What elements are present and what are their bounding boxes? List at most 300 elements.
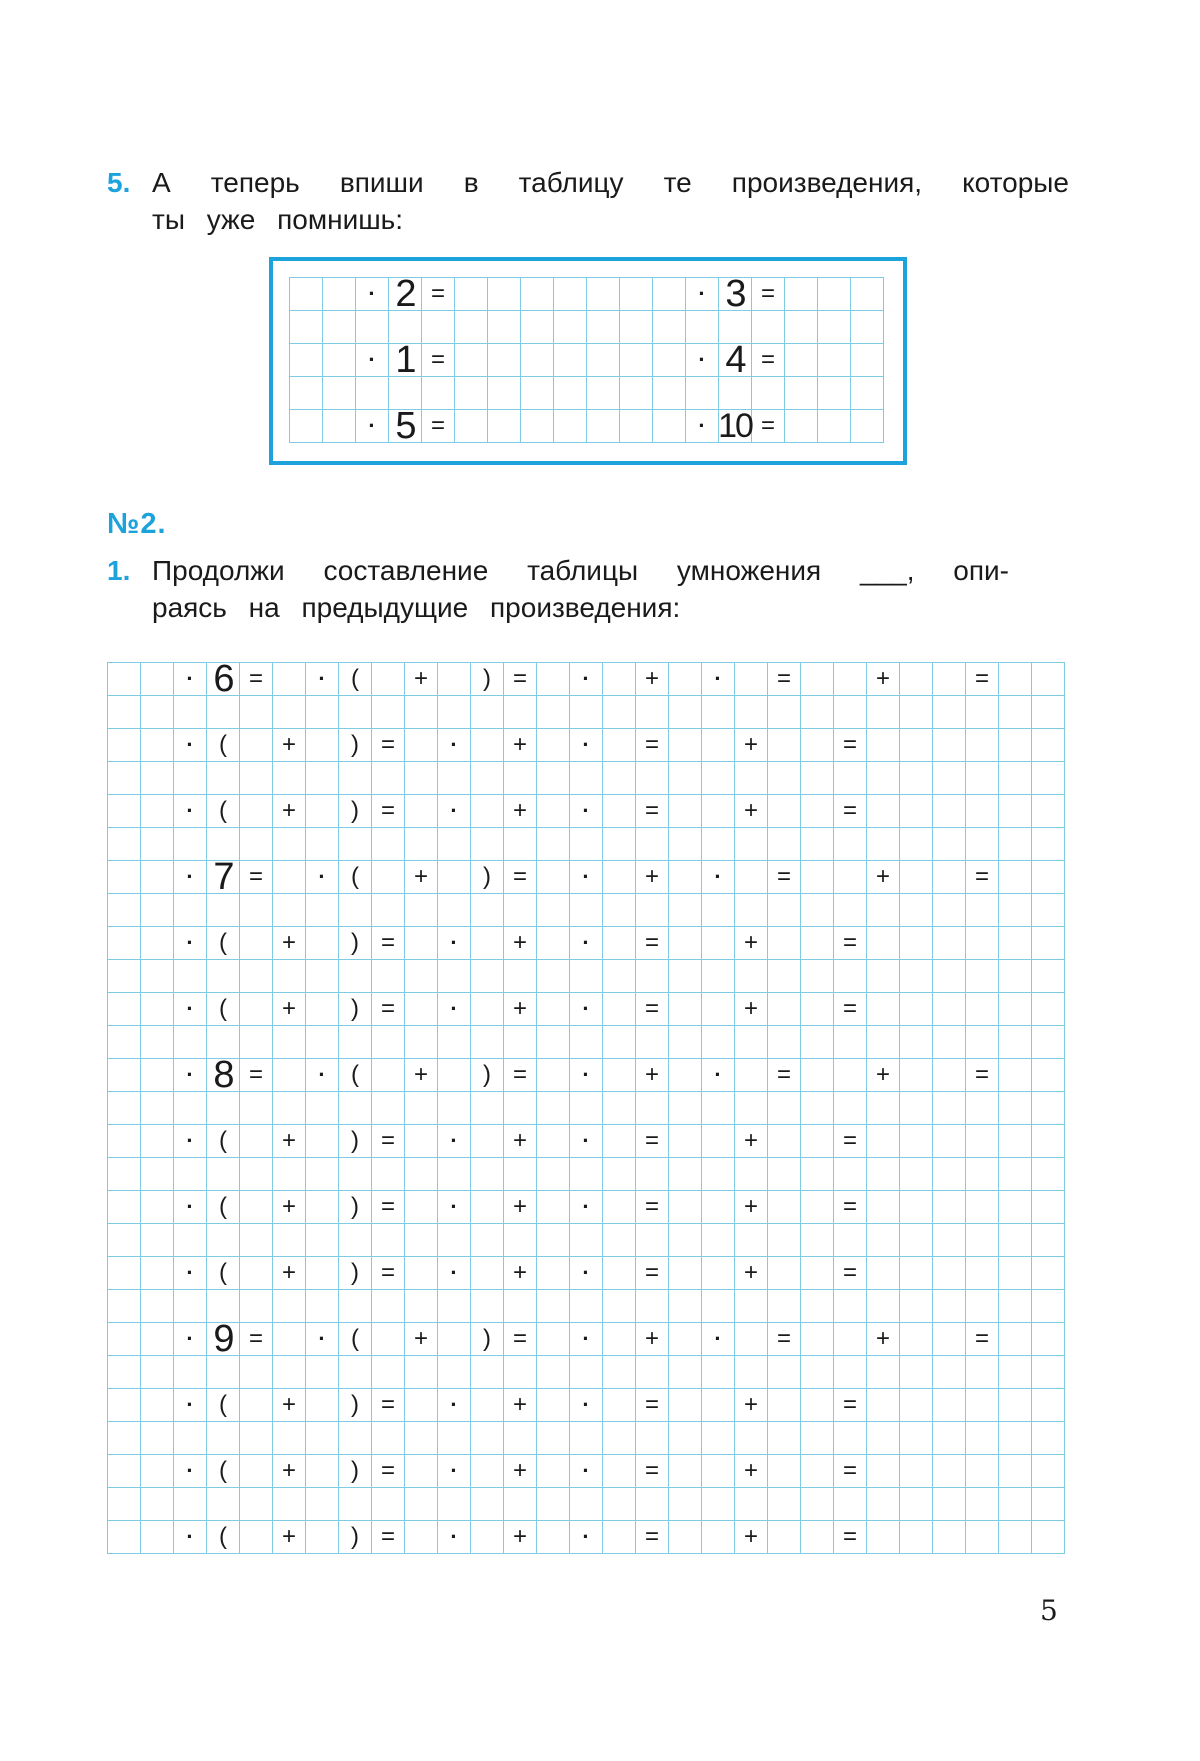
grid-cell[interactable] — [702, 993, 735, 1026]
grid-cell[interactable] — [273, 1059, 306, 1092]
grid-cell[interactable] — [372, 960, 405, 993]
grid-cell[interactable] — [537, 762, 570, 795]
grid-cell[interactable] — [867, 696, 900, 729]
grid-cell[interactable] — [240, 1092, 273, 1125]
grid-cell[interactable] — [702, 1488, 735, 1521]
grid-cell[interactable] — [108, 1026, 141, 1059]
grid-cell[interactable] — [521, 311, 554, 344]
grid-cell[interactable] — [240, 696, 273, 729]
grid-cell[interactable] — [141, 1389, 174, 1422]
grid-cell[interactable] — [900, 993, 933, 1026]
grid-cell[interactable] — [768, 1356, 801, 1389]
grid-cell[interactable] — [735, 1323, 768, 1356]
grid-cell[interactable] — [801, 861, 834, 894]
grid-cell[interactable] — [306, 960, 339, 993]
grid-cell[interactable] — [636, 1488, 669, 1521]
grid-cell[interactable] — [603, 1488, 636, 1521]
grid-cell[interactable] — [108, 1224, 141, 1257]
grid-cell[interactable] — [141, 927, 174, 960]
grid-cell[interactable] — [669, 927, 702, 960]
grid-cell[interactable] — [108, 1422, 141, 1455]
grid-cell[interactable] — [108, 696, 141, 729]
grid-cell[interactable] — [735, 1158, 768, 1191]
grid-cell[interactable] — [785, 311, 818, 344]
grid-cell[interactable] — [438, 960, 471, 993]
grid-cell[interactable] — [587, 311, 620, 344]
grid-cell[interactable] — [768, 795, 801, 828]
grid-cell[interactable] — [768, 729, 801, 762]
grid-cell[interactable] — [405, 762, 438, 795]
grid-cell[interactable] — [999, 1290, 1032, 1323]
grid-cell[interactable] — [900, 1191, 933, 1224]
grid-cell[interactable] — [768, 1455, 801, 1488]
grid-cell[interactable] — [867, 828, 900, 861]
grid-cell[interactable] — [735, 861, 768, 894]
grid-cell[interactable] — [801, 927, 834, 960]
grid-cell[interactable] — [603, 1059, 636, 1092]
grid-cell[interactable] — [999, 1224, 1032, 1257]
grid-cell[interactable] — [372, 1422, 405, 1455]
grid-cell[interactable] — [768, 828, 801, 861]
grid-cell[interactable] — [587, 377, 620, 410]
grid-cell[interactable] — [240, 1257, 273, 1290]
grid-cell[interactable] — [603, 1389, 636, 1422]
grid-cell[interactable] — [290, 410, 323, 443]
grid-cell[interactable] — [537, 729, 570, 762]
grid-cell[interactable] — [636, 1158, 669, 1191]
grid-cell[interactable] — [273, 1422, 306, 1455]
grid-cell[interactable] — [537, 1455, 570, 1488]
grid-cell[interactable] — [999, 1323, 1032, 1356]
grid-cell[interactable] — [999, 1521, 1032, 1554]
grid-cell[interactable] — [537, 993, 570, 1026]
grid-cell[interactable] — [290, 344, 323, 377]
grid-cell[interactable] — [999, 1422, 1032, 1455]
grid-cell[interactable] — [702, 1257, 735, 1290]
grid-cell[interactable] — [702, 1026, 735, 1059]
grid-cell[interactable] — [669, 696, 702, 729]
grid-cell[interactable] — [372, 1059, 405, 1092]
grid-cell[interactable] — [999, 927, 1032, 960]
grid-cell[interactable] — [306, 1455, 339, 1488]
grid-cell[interactable] — [455, 410, 488, 443]
grid-cell[interactable] — [372, 1158, 405, 1191]
grid-cell[interactable] — [455, 344, 488, 377]
grid-cell[interactable] — [818, 410, 851, 443]
grid-cell[interactable] — [471, 927, 504, 960]
grid-cell[interactable] — [372, 663, 405, 696]
grid-cell[interactable] — [372, 1356, 405, 1389]
grid-cell[interactable] — [669, 795, 702, 828]
grid-cell[interactable] — [570, 828, 603, 861]
grid-cell[interactable] — [570, 1026, 603, 1059]
grid-cell[interactable] — [966, 696, 999, 729]
grid-cell[interactable] — [521, 278, 554, 311]
grid-cell[interactable] — [1032, 1224, 1065, 1257]
grid-cell[interactable] — [768, 1422, 801, 1455]
grid-cell[interactable] — [669, 729, 702, 762]
grid-cell[interactable] — [438, 1356, 471, 1389]
grid-cell[interactable] — [174, 1422, 207, 1455]
grid-cell[interactable] — [521, 377, 554, 410]
grid-cell[interactable] — [141, 1323, 174, 1356]
grid-cell[interactable] — [108, 1356, 141, 1389]
grid-cell[interactable] — [240, 1356, 273, 1389]
grid-cell[interactable] — [141, 993, 174, 1026]
grid-cell[interactable] — [933, 1323, 966, 1356]
grid-cell[interactable] — [867, 1224, 900, 1257]
grid-cell[interactable] — [867, 927, 900, 960]
grid-cell[interactable] — [933, 828, 966, 861]
grid-cell[interactable] — [372, 1323, 405, 1356]
grid-cell[interactable] — [372, 894, 405, 927]
grid-cell[interactable] — [834, 1026, 867, 1059]
grid-cell[interactable] — [240, 1290, 273, 1323]
grid-cell[interactable] — [240, 1224, 273, 1257]
grid-cell[interactable] — [372, 1224, 405, 1257]
grid-cell[interactable] — [438, 1488, 471, 1521]
grid-cell[interactable] — [471, 1092, 504, 1125]
grid-cell[interactable] — [323, 278, 356, 311]
grid-cell[interactable] — [405, 1356, 438, 1389]
grid-cell[interactable] — [108, 1455, 141, 1488]
grid-cell[interactable] — [306, 1488, 339, 1521]
grid-cell[interactable] — [240, 795, 273, 828]
grid-cell[interactable] — [900, 1257, 933, 1290]
grid-cell[interactable] — [1032, 729, 1065, 762]
grid-cell[interactable] — [405, 1422, 438, 1455]
grid-cell[interactable] — [471, 1224, 504, 1257]
grid-cell[interactable] — [603, 1323, 636, 1356]
grid-cell[interactable] — [801, 1488, 834, 1521]
grid-cell[interactable] — [653, 344, 686, 377]
grid-cell[interactable] — [1032, 861, 1065, 894]
grid-cell[interactable] — [801, 1290, 834, 1323]
grid-cell[interactable] — [999, 894, 1032, 927]
grid-cell[interactable] — [273, 1158, 306, 1191]
grid-cell[interactable] — [488, 278, 521, 311]
grid-cell[interactable] — [669, 1323, 702, 1356]
grid-cell[interactable] — [504, 1026, 537, 1059]
grid-cell[interactable] — [471, 1455, 504, 1488]
grid-cell[interactable] — [966, 993, 999, 1026]
grid-cell[interactable] — [768, 1521, 801, 1554]
grid-cell[interactable] — [801, 1092, 834, 1125]
grid-cell[interactable] — [273, 1488, 306, 1521]
grid-cell[interactable] — [290, 377, 323, 410]
grid-cell[interactable] — [306, 1092, 339, 1125]
grid-cell[interactable] — [504, 1488, 537, 1521]
grid-cell[interactable] — [801, 1356, 834, 1389]
grid-cell[interactable] — [768, 1389, 801, 1422]
grid-cell[interactable] — [306, 993, 339, 1026]
grid-cell[interactable] — [636, 1422, 669, 1455]
grid-cell[interactable] — [785, 344, 818, 377]
grid-cell[interactable] — [702, 1092, 735, 1125]
grid-cell[interactable] — [405, 1455, 438, 1488]
grid-cell[interactable] — [702, 1125, 735, 1158]
grid-cell[interactable] — [537, 1191, 570, 1224]
grid-cell[interactable] — [537, 1158, 570, 1191]
grid-cell[interactable] — [1032, 1356, 1065, 1389]
grid-cell[interactable] — [768, 1026, 801, 1059]
grid-cell[interactable] — [174, 828, 207, 861]
grid-cell[interactable] — [768, 1290, 801, 1323]
grid-cell[interactable] — [768, 1191, 801, 1224]
grid-cell[interactable] — [471, 1389, 504, 1422]
grid-cell[interactable] — [537, 960, 570, 993]
grid-cell[interactable] — [785, 410, 818, 443]
grid-cell[interactable] — [966, 828, 999, 861]
grid-cell[interactable] — [834, 663, 867, 696]
grid-cell[interactable] — [273, 762, 306, 795]
grid-cell[interactable] — [306, 1422, 339, 1455]
grid-cell[interactable] — [801, 1125, 834, 1158]
grid-cell[interactable] — [306, 762, 339, 795]
grid-cell[interactable] — [933, 861, 966, 894]
grid-cell[interactable] — [1032, 1158, 1065, 1191]
grid-cell[interactable] — [834, 960, 867, 993]
grid-cell[interactable] — [108, 729, 141, 762]
grid-cell[interactable] — [603, 993, 636, 1026]
grid-cell[interactable] — [900, 861, 933, 894]
grid-cell[interactable] — [801, 1422, 834, 1455]
grid-cell[interactable] — [405, 960, 438, 993]
grid-cell[interactable] — [570, 696, 603, 729]
grid-cell[interactable] — [1032, 1059, 1065, 1092]
grid-cell[interactable] — [900, 1323, 933, 1356]
grid-cell[interactable] — [768, 993, 801, 1026]
grid-cell[interactable] — [966, 1092, 999, 1125]
grid-cell[interactable] — [966, 1389, 999, 1422]
grid-cell[interactable] — [933, 1224, 966, 1257]
grid-cell[interactable] — [603, 927, 636, 960]
grid-cell[interactable] — [669, 1059, 702, 1092]
grid-cell[interactable] — [966, 1488, 999, 1521]
grid-cell[interactable] — [207, 1488, 240, 1521]
grid-cell[interactable] — [636, 696, 669, 729]
grid-cell[interactable] — [1032, 1455, 1065, 1488]
grid-cell[interactable] — [141, 1158, 174, 1191]
grid-cell[interactable] — [108, 1125, 141, 1158]
grid-cell[interactable] — [290, 311, 323, 344]
grid-cell[interactable] — [438, 1026, 471, 1059]
grid-cell[interactable] — [669, 960, 702, 993]
grid-cell[interactable] — [834, 1356, 867, 1389]
grid-cell[interactable] — [240, 762, 273, 795]
grid-cell[interactable] — [174, 1488, 207, 1521]
grid-cell[interactable] — [867, 1290, 900, 1323]
grid-cell[interactable] — [422, 377, 455, 410]
grid-cell[interactable] — [603, 960, 636, 993]
grid-cell[interactable] — [702, 729, 735, 762]
grid-cell[interactable] — [603, 861, 636, 894]
grid-cell[interactable] — [471, 762, 504, 795]
grid-cell[interactable] — [108, 1521, 141, 1554]
grid-cell[interactable] — [405, 1026, 438, 1059]
grid-cell[interactable] — [438, 828, 471, 861]
grid-cell[interactable] — [801, 795, 834, 828]
grid-cell[interactable] — [834, 1290, 867, 1323]
grid-cell[interactable] — [405, 927, 438, 960]
grid-cell[interactable] — [471, 1125, 504, 1158]
grid-cell[interactable] — [603, 1422, 636, 1455]
grid-cell[interactable] — [141, 762, 174, 795]
grid-cell[interactable] — [818, 377, 851, 410]
grid-cell[interactable] — [966, 1125, 999, 1158]
grid-cell[interactable] — [933, 729, 966, 762]
grid-cell[interactable] — [207, 1158, 240, 1191]
grid-cell[interactable] — [851, 311, 884, 344]
grid-cell[interactable] — [141, 1356, 174, 1389]
grid-cell[interactable] — [999, 828, 1032, 861]
grid-cell[interactable] — [240, 1125, 273, 1158]
grid-cell[interactable] — [966, 1026, 999, 1059]
grid-cell[interactable] — [108, 1158, 141, 1191]
grid-cell[interactable] — [669, 1092, 702, 1125]
grid-cell[interactable] — [999, 1389, 1032, 1422]
grid-cell[interactable] — [900, 960, 933, 993]
grid-cell[interactable] — [702, 1356, 735, 1389]
grid-cell[interactable] — [669, 993, 702, 1026]
grid-cell[interactable] — [818, 344, 851, 377]
grid-cell[interactable] — [834, 1488, 867, 1521]
grid-cell[interactable] — [867, 993, 900, 1026]
grid-cell[interactable] — [999, 1356, 1032, 1389]
grid-cell[interactable] — [735, 1092, 768, 1125]
grid-cell[interactable] — [900, 729, 933, 762]
grid-cell[interactable] — [867, 1455, 900, 1488]
grid-cell[interactable] — [933, 1521, 966, 1554]
grid-cell[interactable] — [339, 960, 372, 993]
grid-cell[interactable] — [620, 311, 653, 344]
grid-cell[interactable] — [752, 311, 785, 344]
grid-cell[interactable] — [900, 894, 933, 927]
grid-cell[interactable] — [966, 1191, 999, 1224]
grid-cell[interactable] — [141, 1092, 174, 1125]
grid-cell[interactable] — [669, 1455, 702, 1488]
grid-cell[interactable] — [438, 1092, 471, 1125]
grid-cell[interactable] — [537, 1521, 570, 1554]
grid-cell[interactable] — [900, 1488, 933, 1521]
grid-cell[interactable] — [323, 377, 356, 410]
grid-cell[interactable] — [669, 1191, 702, 1224]
grid-cell[interactable] — [108, 1191, 141, 1224]
grid-cell[interactable] — [1032, 1521, 1065, 1554]
grid-cell[interactable] — [488, 410, 521, 443]
grid-cell[interactable] — [207, 960, 240, 993]
grid-cell[interactable] — [537, 1224, 570, 1257]
grid-cell[interactable] — [405, 1257, 438, 1290]
grid-cell[interactable] — [504, 828, 537, 861]
grid-cell[interactable] — [306, 1389, 339, 1422]
grid-cell[interactable] — [669, 1224, 702, 1257]
grid-cell[interactable] — [405, 729, 438, 762]
grid-cell[interactable] — [620, 344, 653, 377]
grid-cell[interactable] — [801, 960, 834, 993]
grid-cell[interactable] — [141, 1455, 174, 1488]
grid-cell[interactable] — [966, 1521, 999, 1554]
grid-cell[interactable] — [966, 927, 999, 960]
grid-cell[interactable] — [108, 663, 141, 696]
grid-cell[interactable] — [735, 663, 768, 696]
grid-cell[interactable] — [966, 1356, 999, 1389]
grid-cell[interactable] — [900, 927, 933, 960]
grid-cell[interactable] — [488, 344, 521, 377]
grid-cell[interactable] — [504, 1356, 537, 1389]
grid-cell[interactable] — [207, 1092, 240, 1125]
grid-cell[interactable] — [537, 927, 570, 960]
grid-cell[interactable] — [735, 1026, 768, 1059]
grid-cell[interactable] — [372, 1026, 405, 1059]
grid-cell[interactable] — [537, 1059, 570, 1092]
grid-cell[interactable] — [323, 410, 356, 443]
grid-cell[interactable] — [603, 1224, 636, 1257]
grid-cell[interactable] — [653, 278, 686, 311]
grid-cell[interactable] — [603, 1125, 636, 1158]
grid-cell[interactable] — [636, 1092, 669, 1125]
grid-cell[interactable] — [768, 1488, 801, 1521]
grid-cell[interactable] — [471, 729, 504, 762]
grid-cell[interactable] — [801, 993, 834, 1026]
grid-cell[interactable] — [867, 1092, 900, 1125]
grid-cell[interactable] — [339, 1488, 372, 1521]
grid-cell[interactable] — [306, 1257, 339, 1290]
grid-cell[interactable] — [900, 1422, 933, 1455]
grid-cell[interactable] — [702, 1290, 735, 1323]
grid-cell[interactable] — [273, 1224, 306, 1257]
grid-cell[interactable] — [405, 894, 438, 927]
grid-cell[interactable] — [1032, 795, 1065, 828]
grid-cell[interactable] — [141, 861, 174, 894]
grid-cell[interactable] — [570, 1290, 603, 1323]
grid-cell[interactable] — [768, 1125, 801, 1158]
grid-cell[interactable] — [1032, 993, 1065, 1026]
grid-cell[interactable] — [356, 311, 389, 344]
grid-cell[interactable] — [999, 960, 1032, 993]
grid-cell[interactable] — [999, 1026, 1032, 1059]
grid-cell[interactable] — [851, 410, 884, 443]
grid-cell[interactable] — [999, 762, 1032, 795]
grid-cell[interactable] — [306, 1224, 339, 1257]
grid-cell[interactable] — [438, 894, 471, 927]
grid-cell[interactable] — [306, 1158, 339, 1191]
grid-cell[interactable] — [966, 1290, 999, 1323]
grid-cell[interactable] — [273, 1026, 306, 1059]
grid-cell[interactable] — [933, 1389, 966, 1422]
grid-cell[interactable] — [405, 1191, 438, 1224]
grid-cell[interactable] — [702, 1455, 735, 1488]
grid-cell[interactable] — [504, 1422, 537, 1455]
grid-cell[interactable] — [999, 993, 1032, 1026]
grid-cell[interactable] — [554, 410, 587, 443]
grid-cell[interactable] — [735, 1290, 768, 1323]
grid-cell[interactable] — [306, 1125, 339, 1158]
grid-cell[interactable] — [867, 795, 900, 828]
grid-cell[interactable] — [471, 1422, 504, 1455]
grid-cell[interactable] — [768, 1224, 801, 1257]
grid-cell[interactable] — [636, 828, 669, 861]
grid-cell[interactable] — [603, 729, 636, 762]
grid-cell[interactable] — [438, 1158, 471, 1191]
grid-cell[interactable] — [999, 1455, 1032, 1488]
grid-cell[interactable] — [735, 762, 768, 795]
grid-cell[interactable] — [900, 1389, 933, 1422]
grid-cell[interactable] — [488, 377, 521, 410]
grid-cell[interactable] — [999, 1488, 1032, 1521]
grid-cell[interactable] — [867, 1158, 900, 1191]
grid-cell[interactable] — [537, 1323, 570, 1356]
